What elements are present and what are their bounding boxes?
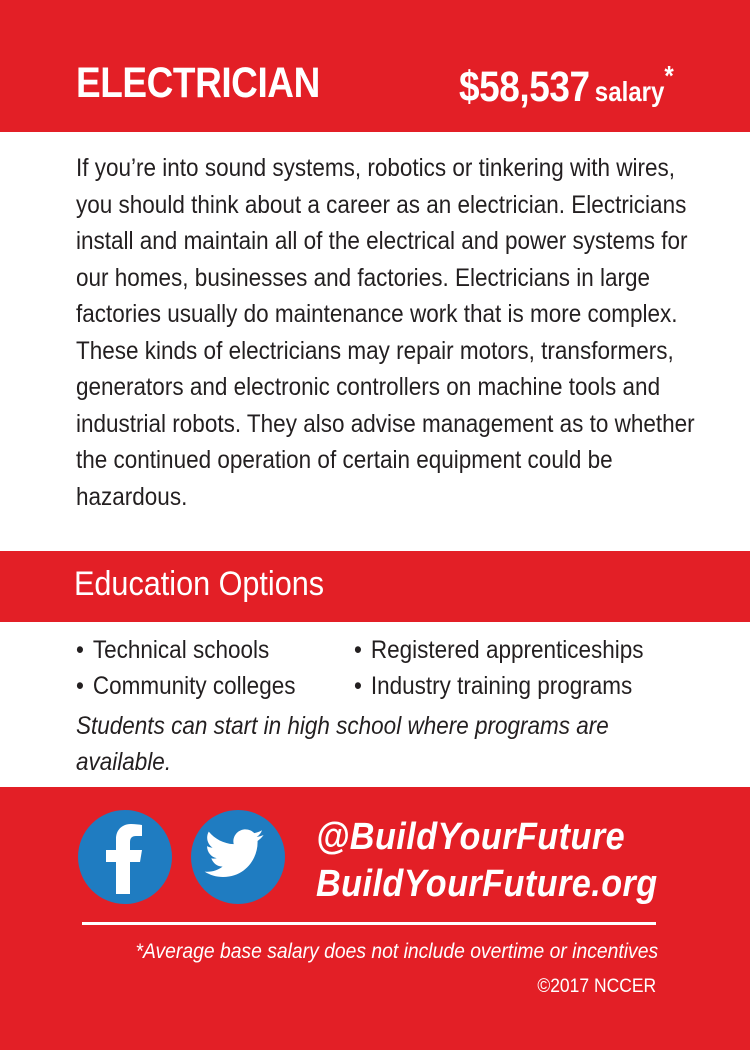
salary-footnote-mark: * xyxy=(664,60,674,91)
education-note: Students can start in high school where programs are available. xyxy=(76,712,609,776)
education-banner xyxy=(0,551,750,622)
header-banner xyxy=(0,0,750,132)
social-handle[interactable]: @BuildYourFuture xyxy=(316,816,626,858)
education-option: • Industry training programs xyxy=(354,668,644,704)
education-options-left xyxy=(76,632,295,704)
education-option: • Registered apprenticeships xyxy=(354,632,644,668)
education-option: • Community colleges xyxy=(76,668,295,704)
copyright: ©2017 NCCER xyxy=(537,976,656,997)
education-title: Education Options xyxy=(74,565,325,603)
twitter-icon[interactable] xyxy=(191,810,285,904)
footer-divider xyxy=(82,922,656,925)
job-description: If you’re into sound systems, robotics or tinkering with wires, you should think about a career as an electrician. Electricians install and maintain all of the electrical and power systems for our homes, businesses and factories. Electricians in large factories usually do maintenance work that is more complex. These kinds of electricians may repair motors, transformers, generators and electronic controllers on machine tools and industrial robots. They also advise management as to whether the continued operation of certain equipment could be hazardous. xyxy=(76,154,695,511)
salary-label: salary xyxy=(594,76,665,107)
education-option: • Technical schools xyxy=(76,632,295,668)
facebook-icon[interactable] xyxy=(78,810,172,904)
salary-disclaimer: *Average base salary does not include overtime or incentives xyxy=(135,940,658,963)
job-title: ELECTRICIAN xyxy=(76,59,320,107)
website-link[interactable]: BuildYourFuture.org xyxy=(316,863,658,905)
footer xyxy=(0,787,750,1050)
salary-amount: $58,537 xyxy=(459,63,590,111)
salary xyxy=(459,62,674,109)
education-options-right xyxy=(354,632,644,704)
